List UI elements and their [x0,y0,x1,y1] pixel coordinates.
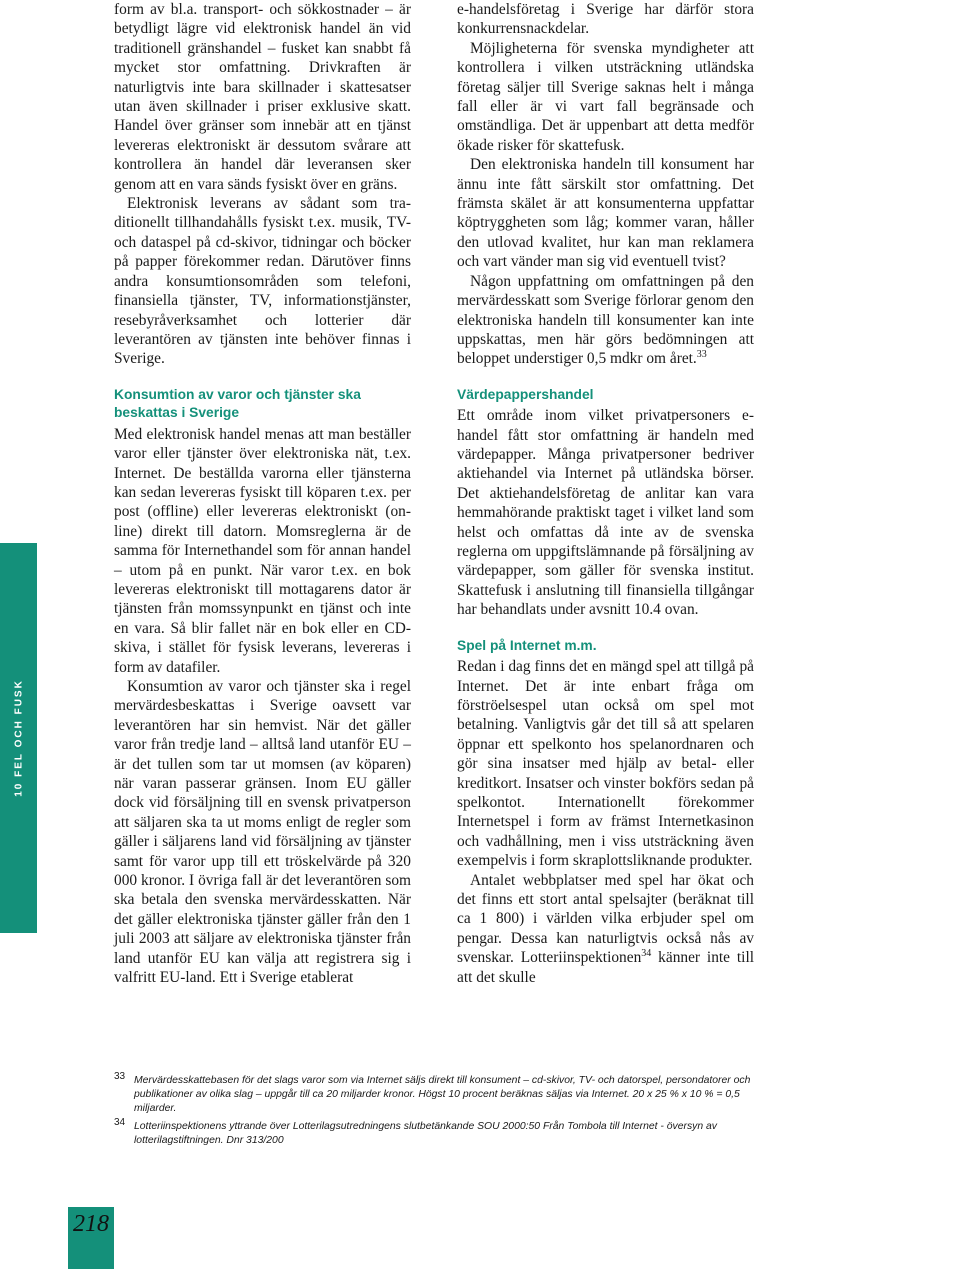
paragraph: Redan i dag finns det en mängd spel att tillgå på Internet. Det är inte enbart fråga om förströelsespel utan också om spel mot betalning. Vanligtvis går det till så att spelaren öppnar ett spelkonto hos spelanordnaren och gör sina insatser med hjälp av betal- eller kreditkort. Insatser och vinster bokförs sedan på spelkontot. Internationellt förekommer Internetspel i form av främst Internetkasinon och vadhållning, men i viss utsträckning även exempelvis i form skraplottsliknande produkter. [457,658,754,870]
footnote-ref: 33 [696,349,707,361]
chapter-side-tab [0,543,37,933]
paragraph-text: känner inte till att det skulle [457,949,754,986]
chapter-label: 10 FEL OCH FUSK [13,679,24,797]
paragraph-text: Någon uppfattning om omfattningen på den mervärdesskatt som Sverige förlorar genom den elektroniska handeln till konsumenter kan inte uppskattas, men här görs bedömningen att beloppet understiger 0,5 mdkr om året. [457,272,754,368]
footnote [114,1071,760,1116]
paragraph-text: Antalet webbplatser med spel har ökat och det finns ett stort antal spelsajter (beräknat till ca 1 800) i världen vilka erbjuder spel om pengar. Dessa kan naturligtvis också nås av svenskar. Lotteriinspektionen [457,871,754,967]
paragraph: Möjligheterna för svenska myndigheter att kontrollera i vilken utsträckning utländska företag säljer till Sverige saknas helt i många fall eller är vi vart fall begränsade och omständliga. Det är uppenbart att detta medför ökade risker för skattefusk. [457,39,754,154]
section-heading: Värdepappershandel [457,386,594,402]
paragraph: Ett område inom vilket privatpersoners e-handel fått stor omfattning är handeln med värdepapper. Många privatpersoner bedriver aktiehandel via Internet på utländska börser. Det aktiehandelsföretag de anlitar kan vara hemmahörande praktiskt taget i vilket land som helst och omfattas då inte av de svenska reglerna om uppgiftslämnande på försäljning av värdepapper, som gäller för svenska institut. Skattefusk i anslutning till finansiella tillgångar har behandlats under avsnitt 10.4 ovan. [457,407,754,619]
footnote-number: 34 [114,1117,126,1128]
footnote-text: Lotteriinspektionens yttrande över Lotterilagsutredningens slutbetänkande SOU 2000:50 Från Tombola till Internet - översyn av lotterilagstiftningen. Dnr 313/200 [134,1121,717,1146]
paragraph [457,272,754,369]
left-column [114,0,411,988]
paragraph: Elektronisk leverans av sådant som traditionellt tillhandahålls fysiskt t.ex. musik, TV- och dataspel på cd-skivor, tidningar och böcker på papper förekommer redan. Därutöver finns andra konsumtionsområden som telefoni, finansiella tjänster, TV, informationstjänster, resebyråverksamhet och lotterier där leverantören av tjänsten inte behöver finnas i Sverige. [114,195,411,368]
paragraph: Med elektronisk handel menas att man beställer varor eller tjänster över elektroniska nät, t.ex. Internet. De beställda varorna eller tjänsterna kan sedan levereras fysiskt till köparen t.ex. per post (offline) eller levereras elektroniskt (on-line) direkt till datorn. Momsreglerna är de samma för Internethandel som för annan handel – utom på en punkt. När varor t.ex. en bok levereras elektroniskt till mottagarens dator är tjänsten från momssynpunkt en tjänst och inte en vara. Så blir fallet när en bok eller en CD-skiva, i stället för fysisk leverans, levereras i form av datafiler. [114,425,411,676]
right-column [457,0,754,987]
paragraph [457,871,754,987]
page-number: 218 [73,1211,109,1237]
section-heading: Konsumtion av varor och tjänster ska beskattas i Sverige [114,386,361,421]
section-heading: Spel på Internet m.m. [457,637,597,653]
paragraph: e-handelsföretag i Sverige har därför stora konkurrensnackdelar. [457,1,754,38]
footnote-number: 33 [114,1071,126,1082]
footnote-ref: 34 [641,948,652,960]
footnotes [114,1071,760,1152]
page-number-tab [68,1207,114,1269]
footnote-text: Mervärdesskattebasen för det slags varor som via Internet säljs direkt till konsument – cd-skivor, TV- och datorspel, persondatorer och publikationer av olika slag – uppgår till ca 20 miljarder kronor. Högst 10 procent beräknas säljas via Internet. 20 x 25 % x 10 % = 0,5 miljarder. [134,1075,751,1114]
paragraph: Konsumtion av varor och tjänster ska i regel mervärdesbeskattas i Sverige oavsett var leverantören har sin hemvist. När det gäller varor från tredje land – alltså land utanför EU – är det tullen som tar ut momsen (av köparen) när varan passerar gränsen. Inom EU gäller dock vid försäljning till en svensk privatperson att säljaren ska ta ut moms enligt de regler som gäller i säljarens land vid försäljning av tjänster samt för varor upp till ett tröskelvärde på 320 000 kronor. I övriga fall är det leverantören som ska betala den svenska mervärdesskatten. När det gäller elektroniska tjänster gäller från den 1 juli 2003 att säljare av elektroniska tjänster från land utanför EU kan välja att registrera sig i valfritt EU-land. Ett i Sverige etablerat [114,678,411,987]
footnote [114,1117,760,1148]
paragraph: form av bl.a. transport- och sökkostnader – är betydligt lägre vid elektronisk handel än vid traditionell gränshandel – fusket kan snabbt få mycket stor omfattning. Drivkraften är naturligtvis inte bara skillnader i skattesatser utan även skillnader i priser exklusive skatt. Handel över gränser som innebär att en tjänst levereras elektroniskt är dessutom svårare att kontrollera än handel där leveransen sker genom att en vara sänds fysiskt över en gräns. [114,1,411,193]
paragraph: Den elektroniska handeln till konsument har ännu inte fått särskilt stor omfattning. Det främsta skälet är att konsumenterna uppfattar köptryggheten som låg; kommer varan, håller den utlovad kvalitet, hur kan man reklamera och vart vänder man sig vid eventuell tvist? [457,156,754,271]
